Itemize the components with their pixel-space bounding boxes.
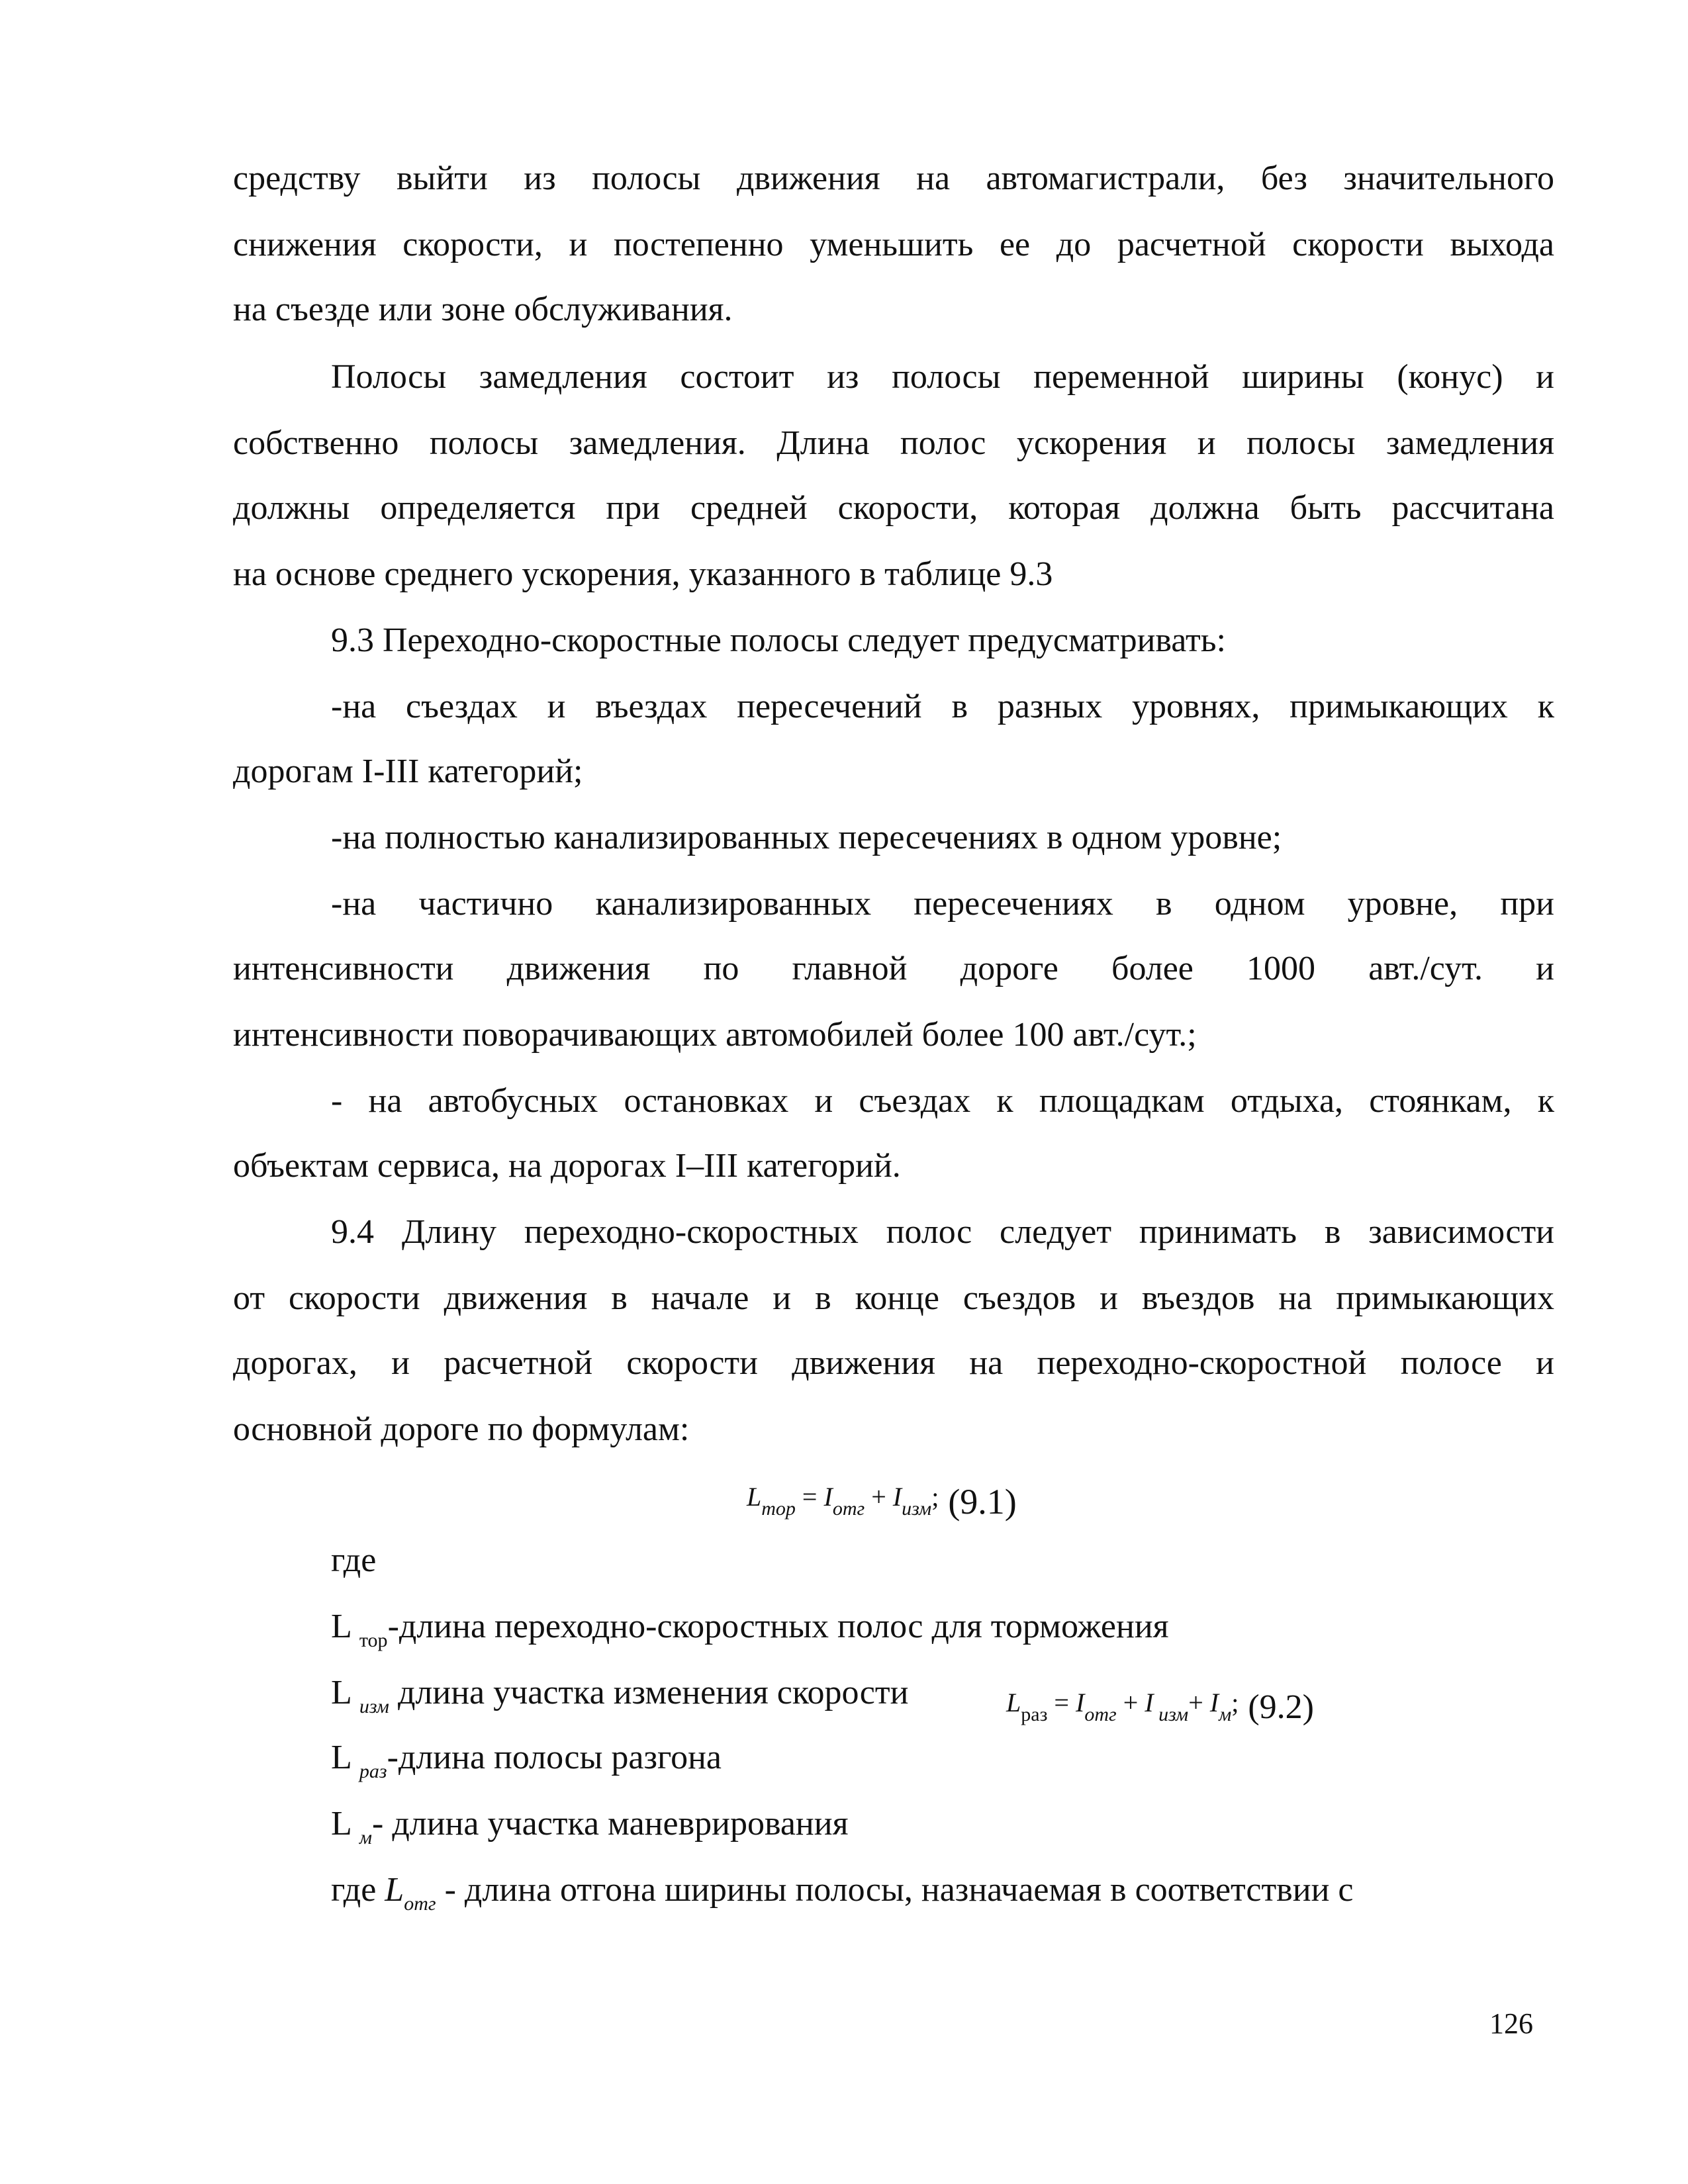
text-line: Полосы замедления состоит из полосы переменной ширины (конус) и	[331, 358, 1554, 396]
def-text: - длина участка маневрирования	[372, 1805, 849, 1843]
def-text: -длина переходно-скоростных полос для торможения	[387, 1608, 1169, 1645]
text-line: интенсивности поворачивающих автомобилей более 100 авт./сут.;	[233, 1016, 1197, 1054]
text-line: на основе среднего ускорения, указанного в таблице 9.3	[233, 555, 1053, 593]
def-subscript: тор	[359, 1629, 388, 1651]
formula-subscript: изм	[1153, 1704, 1189, 1725]
formula-symbol: I	[823, 1482, 833, 1512]
def-prefix: где	[331, 1871, 385, 1909]
def-symbol: L	[331, 1805, 359, 1843]
formula-operator: =	[795, 1482, 824, 1512]
formula-symbol: I	[1075, 1688, 1085, 1717]
text-line: дорогам I-III категорий;	[233, 752, 583, 790]
text-line: - на автобусных остановках и съездах к площадкам отдыха, стоянкам, к	[331, 1082, 1554, 1120]
def-text: -длина полосы разгона	[387, 1739, 722, 1776]
text-line: основной дороге по формулам:	[233, 1410, 690, 1448]
def-symbol: L	[331, 1674, 359, 1711]
formula-subscript: тор	[761, 1498, 796, 1520]
formula-operator: ;	[931, 1482, 939, 1512]
text-line: -на съездах и въездах пересечений в разных уровнях, примыкающих к	[331, 688, 1554, 725]
definition-l-tor	[331, 1607, 1554, 1651]
formula-symbol: L	[747, 1482, 762, 1512]
text-line: -на частично канализированных пересечениях в одном уровне, при	[331, 885, 1554, 923]
text-line: от скорости движения в начале и в конце съездов и въездов на примыкающих	[233, 1279, 1554, 1317]
formula-symbol: I	[1145, 1688, 1154, 1717]
text-line: на съезде или зоне обслуживания.	[233, 291, 733, 328]
def-text: - длина отгона ширины полосы, назначаемая в соответствии с	[436, 1871, 1354, 1909]
formula-symbol: I	[892, 1482, 902, 1512]
text-line: дорогах, и расчетной скорости движения на переходно-скоростной полосе и	[233, 1344, 1554, 1382]
formula-symbol: I	[1209, 1688, 1219, 1717]
formula-operator: ;	[1231, 1688, 1239, 1717]
definition-l-raz	[331, 1738, 1554, 1782]
definition-l-m	[331, 1804, 1554, 1848]
definition-l-izm	[331, 1673, 1554, 1717]
formula-number: (9.2)	[1248, 1688, 1314, 1726]
formula-operator: =	[1047, 1688, 1076, 1717]
formula-operator: +	[865, 1482, 893, 1512]
def-subscript: раз	[359, 1760, 387, 1782]
formula-operator: +	[1188, 1688, 1210, 1717]
def-symbol: L	[331, 1608, 359, 1645]
where-label: где	[331, 1541, 377, 1579]
formula-9-1	[747, 1473, 1017, 1522]
text-line: интенсивности движения по главной дороге более 1000 авт./сут. и	[233, 950, 1554, 987]
formula-subscript: отг	[832, 1498, 865, 1520]
text-line: должны определяется при средней скорости, которая должна быть рассчитана	[233, 489, 1554, 527]
text-line: объектам сервиса, на дорогах I–III категорий.	[233, 1147, 901, 1185]
def-subscript: м	[359, 1827, 372, 1848]
text-line: снижения скорости, и постепенно уменьшить ее до расчетной скорости выхода	[233, 226, 1554, 263]
formula-subscript: раз	[1021, 1704, 1048, 1725]
text-line: 9.4 Длину переходно-скоростных полос следует принимать в зависимости	[331, 1213, 1554, 1251]
def-symbol: L	[385, 1871, 404, 1909]
page-number: 126	[1489, 2007, 1533, 2040]
text-line: средству выйти из полосы движения на автомагистрали, без значительного	[233, 159, 1554, 197]
text-line: 9.3 Переходно-скоростные полосы следует предусматривать:	[331, 621, 1226, 659]
formula-operator: +	[1116, 1688, 1145, 1717]
def-subscript: изм	[359, 1696, 389, 1717]
def-symbol: L	[331, 1739, 359, 1776]
formula-subscript: отг	[1084, 1704, 1117, 1725]
text-line: -на полностью канализированных пересечениях в одном уровне;	[331, 819, 1282, 856]
formula-subscript: м	[1219, 1704, 1232, 1725]
definition-l-otg	[331, 1870, 1554, 1915]
formula-symbol: L	[1006, 1688, 1021, 1717]
formula-9-2	[1006, 1681, 1314, 1726]
def-text: длина участка изменения скорости	[389, 1674, 909, 1711]
def-subscript: отг	[404, 1893, 436, 1915]
formula-number: (9.1)	[948, 1482, 1017, 1522]
text-line: собственно полосы замедления. Длина полос ускорения и полосы замедления	[233, 424, 1554, 462]
formula-subscript: изм	[902, 1498, 932, 1520]
